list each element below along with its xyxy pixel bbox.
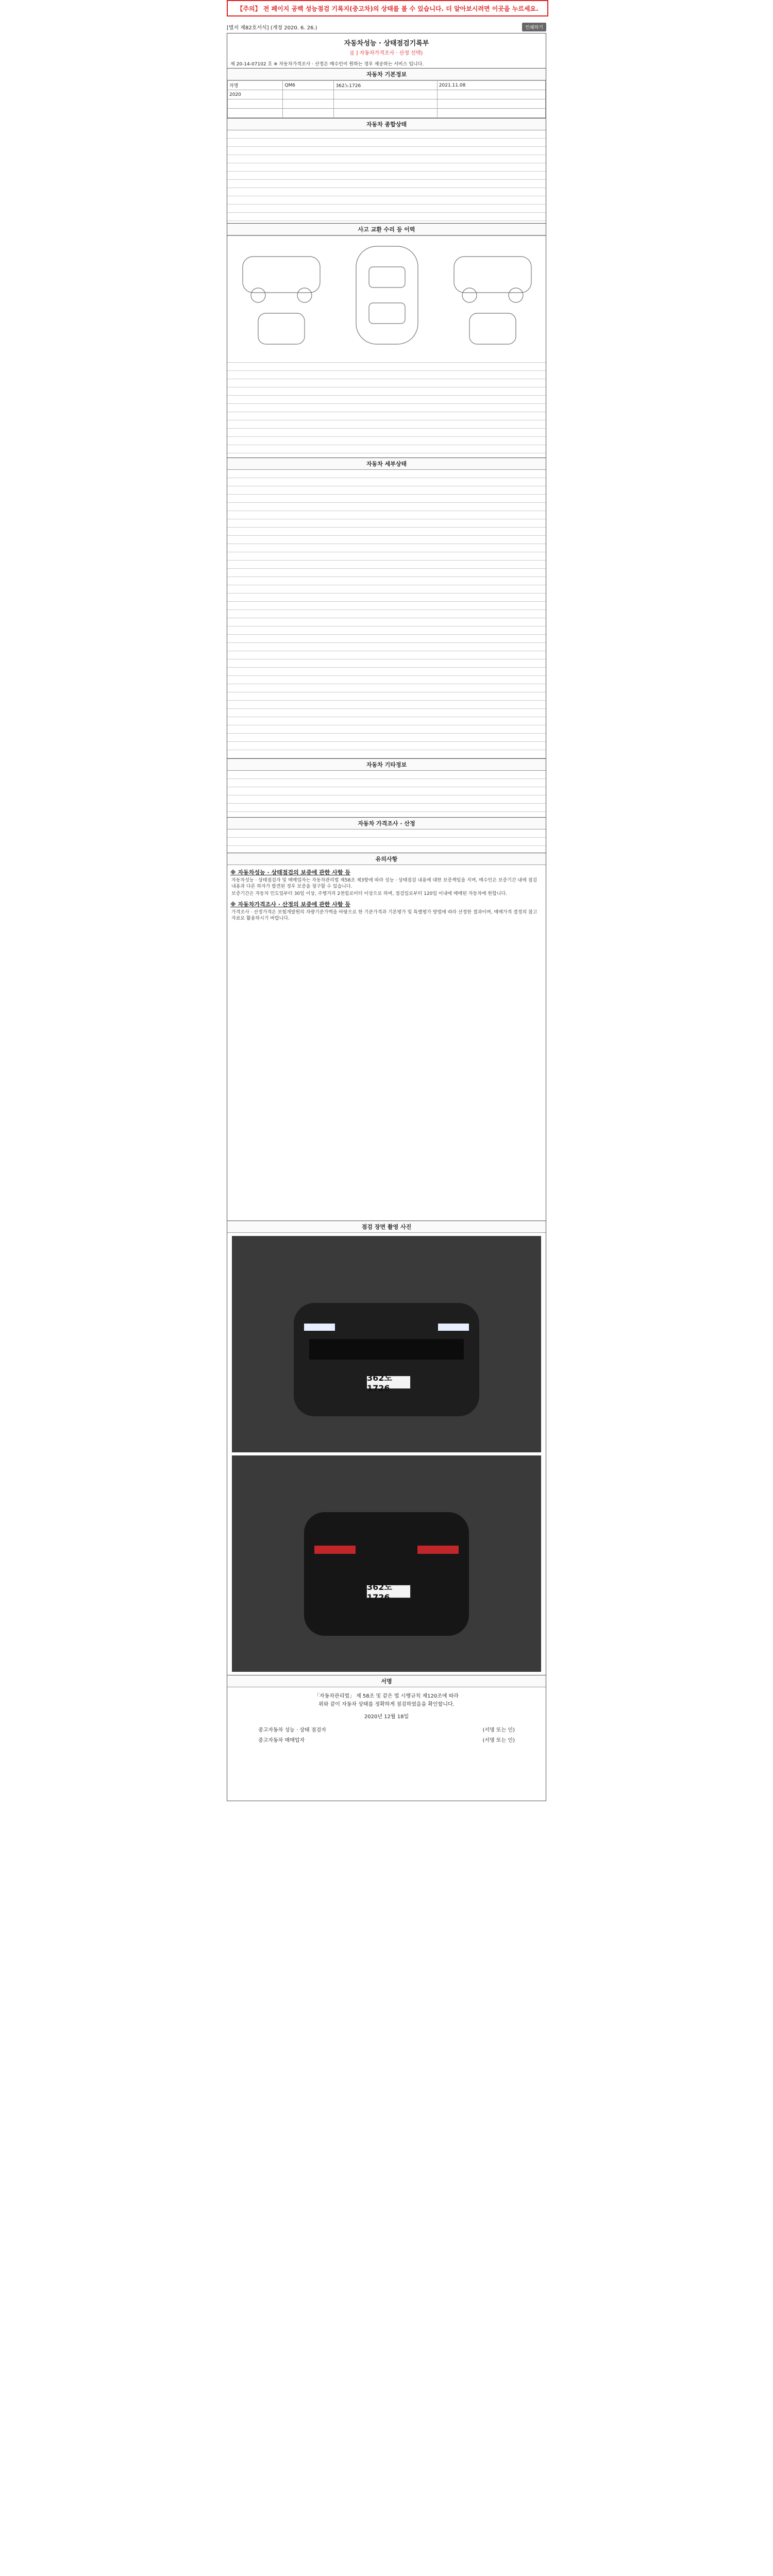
inspector-sign: (서명 또는 인) bbox=[482, 1727, 515, 1733]
print-button[interactable]: 인쇄하기 bbox=[522, 23, 546, 31]
notes-paragraph: 가격조사 · 산정가격은 보험개발원의 차량기준가액을 바탕으로 한 기준가격과 기본평가 및 특별평가 방법에 따라 산정한 결과이며, 매매가격 결정의 참고자료로 활용하시기 바랍니다. bbox=[231, 910, 537, 921]
document-frame bbox=[227, 33, 546, 1801]
other-info-rows bbox=[227, 771, 546, 817]
notes-paragraph: 보증기간은 자동차 인도일부터 30일 이상, 주행거리 2천킬로미터 이상으로 하며, 점검일로부터 120일 이내에 매매된 자동차에 한합니다. bbox=[231, 891, 508, 896]
form-version: [별지 제82호서식] (개정 2020. 6. 26.) bbox=[227, 25, 317, 31]
seller-sign-row bbox=[227, 1736, 546, 1746]
accident-history-rows bbox=[227, 354, 546, 457]
sign-block bbox=[227, 1687, 546, 1801]
overall-state-rows bbox=[227, 130, 546, 223]
document-subtitle: ([ ] 자동차가격조사 · 산정 선택) bbox=[350, 50, 423, 56]
car-diagram bbox=[227, 235, 546, 354]
basic-info-table bbox=[227, 80, 546, 118]
section-sign: 서명 bbox=[227, 1675, 546, 1687]
detail-state-rows bbox=[227, 470, 546, 758]
document-header bbox=[227, 21, 546, 33]
section-detail-state: 자동차 세부상태 bbox=[227, 457, 546, 470]
car-front-image bbox=[232, 1236, 541, 1452]
plate-value: 362노1726 bbox=[334, 81, 437, 90]
front-photo bbox=[232, 1236, 541, 1452]
car-rear-image bbox=[232, 1455, 541, 1672]
notice-banner[interactable]: 【주의】 전 페이지 공백 성능점검 기록지(중고차)의 상태를 볼 수 있습니다. 더 알아보시려면 이곳을 누르세요. bbox=[227, 0, 548, 16]
car-outline-icon bbox=[227, 236, 547, 354]
section-accident-history: 사고 교환 수리 등 이력 bbox=[227, 223, 546, 235]
document-title: 자동차성능 · 상태점검기록부 bbox=[344, 40, 429, 47]
inspector-sign-row bbox=[227, 1725, 546, 1736]
seller-sign: (서명 또는 인) bbox=[482, 1738, 515, 1743]
section-notes: 유의사항 bbox=[227, 853, 546, 865]
section-other-info: 자동차 기타정보 bbox=[227, 758, 546, 771]
rear-plate: 362노1726 bbox=[366, 1584, 411, 1599]
notes-block bbox=[227, 865, 546, 1221]
inspection-document bbox=[227, 21, 546, 1801]
notes-paragraph: 자동차성능 · 상태점검자 및 매매업자는 자동차관리법 제58조 제3항에 따라 성능 · 상태점검 내용에 대한 보증책임을 지며, 매수인은 보증기간 내에 점검 내용과 다른 하자가 발견된 경우 보증을 청구할 수 있습니다. bbox=[231, 878, 537, 889]
section-photos: 점검 장면 촬영 사진 bbox=[227, 1221, 546, 1233]
rear-photo bbox=[232, 1455, 541, 1672]
section-price-assessment: 자동차 가격조사 · 산정 bbox=[227, 817, 546, 829]
sign-date: 2020년 12월 18일 bbox=[364, 1714, 409, 1720]
seller-label: 중고자동차 매매업자 bbox=[258, 1738, 305, 1743]
closing-statement: 「자동차관리법」 제 58조 및 같은 법 시행규칙 제120조에 따라 bbox=[314, 1693, 459, 1699]
car-name-label: 차명 bbox=[228, 81, 283, 90]
price-rows bbox=[227, 829, 546, 853]
notes-heading-warranty: ※ 자동차성능 · 상태점검의 보증에 관한 사항 등 bbox=[230, 869, 350, 876]
first-reg-value: 2021.11.08 bbox=[437, 81, 545, 90]
car-name-value: QM6 bbox=[283, 81, 334, 90]
section-overall-state: 자동차 종합상태 bbox=[227, 118, 546, 130]
front-plate: 362노1726 bbox=[366, 1375, 411, 1389]
document-meta: 제 20-14-07102 호 ※ 자동차가격조사 · 산정은 매수인이 원하는 경우 제공하는 서비스 입니다. bbox=[230, 62, 424, 67]
inspector-label: 중고자동차 성능 · 상태 점검자 bbox=[258, 1727, 326, 1733]
section-basic-info: 자동차 기본정보 bbox=[227, 68, 546, 80]
notes-heading-price: ※ 자동차가격조사 · 산정의 보증에 관한 사항 등 bbox=[230, 901, 350, 908]
year-value: 2020 bbox=[228, 90, 283, 99]
closing-statement-2: 위와 같이 자동차 상태를 정확하게 점검하였음을 확인합니다. bbox=[318, 1702, 455, 1707]
